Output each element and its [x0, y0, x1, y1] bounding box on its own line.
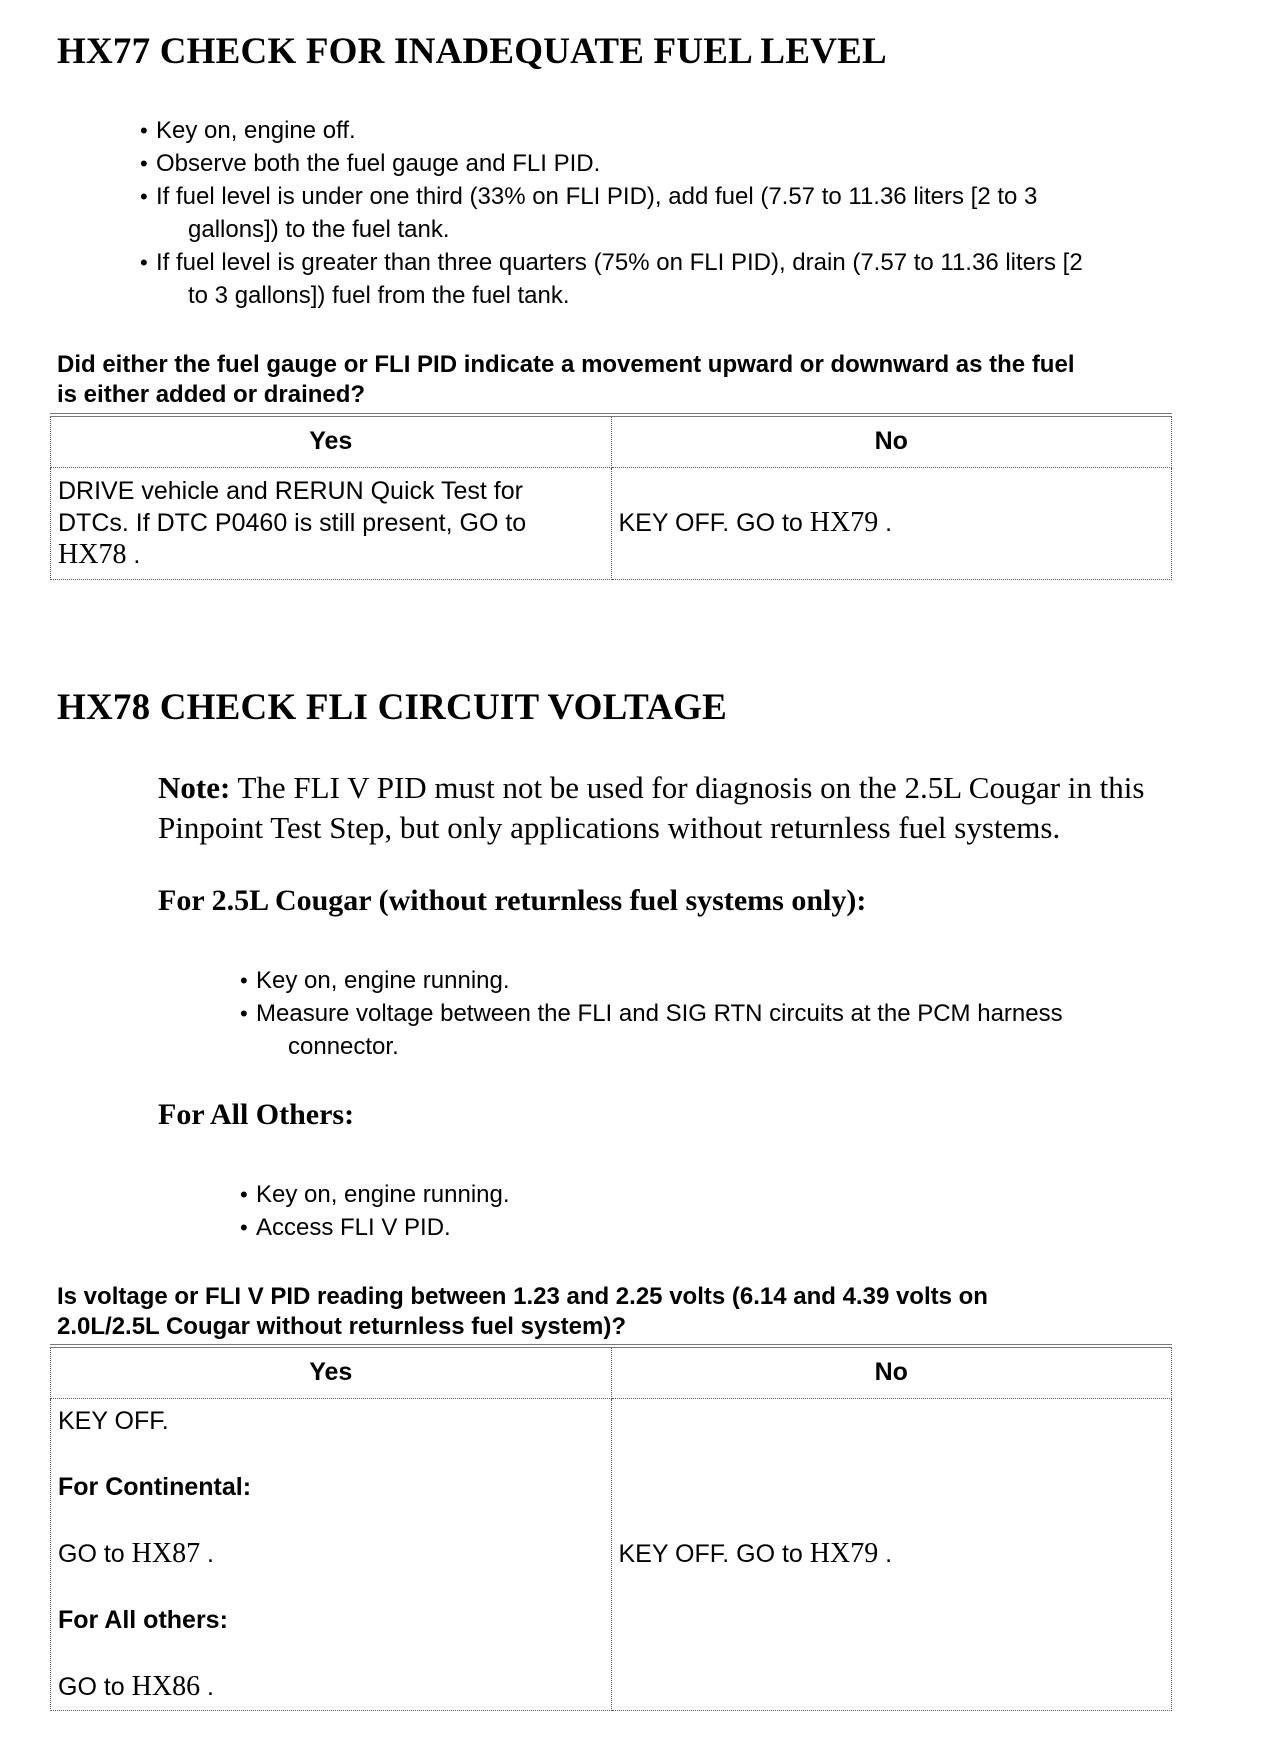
hx77-bullet-3-text: If fuel level is under one third (33% on FLI PID), add fuel (7.57 to 11.36 liters [2 to 3 — [156, 183, 1038, 210]
hx78-yes-link-hx86[interactable]: HX86 — [131, 1670, 201, 1702]
hx77-bullet-4-continuation: to 3 gallons]) fuel from the fuel tank. — [188, 282, 570, 309]
hx77-bullet-4 — [140, 246, 1240, 312]
hx78-cougar-bullet-2 — [240, 997, 1240, 1063]
hx78-yes-go2-text: GO to — [58, 1672, 132, 1701]
hx78-title: HX78 CHECK FLI CIRCUIT VOLTAGE — [57, 687, 728, 728]
hx77-yes-link-hx78[interactable]: HX78 — [58, 539, 127, 570]
hx78-yes-go-others — [58, 1670, 604, 1704]
hx77-decision-table — [50, 413, 1172, 580]
hx77-yes-suffix: . — [126, 541, 141, 569]
hx78-decision-table — [50, 1344, 1172, 1711]
hx78-yes-ref1-suffix: . — [200, 1539, 214, 1568]
hx77-yes-line1: DRIVE vehicle and RERUN Quick Test for — [58, 477, 523, 505]
hx78-cougar-bullet-1 — [240, 964, 1240, 997]
hx77-no-header: No — [611, 415, 1172, 467]
hx77-no-cell — [611, 467, 1172, 579]
hx78-yes-go-continental — [58, 1537, 604, 1571]
hx78-table-header-row — [51, 1346, 1172, 1398]
hx77-bullet-list — [140, 114, 1240, 312]
hx78-others-bullet-2-text: Access FLI V PID. — [256, 1214, 451, 1241]
hx78-no-cell — [611, 1398, 1172, 1710]
hx77-yes-cell — [51, 467, 612, 579]
hx78-others-bullet-2 — [240, 1211, 1240, 1244]
hx77-question — [57, 350, 1237, 410]
hx78-note-line1: The FLI V PID must not be used for diagnosis on the 2.5L Cougar in this — [230, 770, 1145, 805]
hx78-note — [158, 768, 1238, 848]
hx77-bullet-1-text: Key on, engine off. — [156, 117, 356, 144]
hx78-cougar-bullet-list — [240, 964, 1240, 1063]
hx78-no-link-hx79[interactable]: HX79 — [809, 1538, 879, 1569]
hx78-no-text: KEY OFF. GO to — [618, 1540, 810, 1568]
hx78-others-bullet-1 — [240, 1178, 1240, 1211]
hx78-yes-key-off: KEY OFF. — [58, 1406, 169, 1435]
hx77-table-body-row — [51, 467, 1172, 579]
hx78-others-bullet-1-text: Key on, engine running. — [256, 1181, 510, 1208]
hx77-question-line2: is either added or drained? — [57, 381, 366, 408]
hx77-no-link-hx79[interactable]: HX79 — [809, 507, 879, 538]
hx78-note-label: Note: — [158, 770, 231, 805]
hx78-question — [57, 1282, 1237, 1342]
hx77-table-header-row — [51, 415, 1172, 467]
hx77-yes-header: Yes — [51, 415, 612, 467]
hx77-title: HX77 CHECK FOR INADEQUATE FUEL LEVEL — [57, 31, 887, 72]
hx77-bullet-2-text: Observe both the fuel gauge and FLI PID. — [156, 150, 601, 177]
hx78-cougar-bullet-1-text: Key on, engine running. — [256, 967, 510, 994]
hx78-yes-cell — [51, 1398, 612, 1710]
hx78-question-line2: 2.0L/2.5L Cougar without returnless fuel system)? — [57, 1313, 627, 1340]
hx78-yes-continental-label: For Continental: — [58, 1472, 252, 1501]
hx77-no-suffix: . — [878, 509, 893, 537]
hx78-note-line2: Pinpoint Test Step, but only applications without returnless fuel systems. — [158, 810, 1061, 845]
hx77-bullet-3-continuation: gallons]) to the fuel tank. — [188, 216, 450, 243]
hx78-others-bullet-list — [240, 1178, 1240, 1244]
hx77-no-text: KEY OFF. GO to — [618, 509, 810, 537]
hx77-bullet-2 — [140, 147, 1240, 180]
hx78-yes-ref2-suffix: . — [200, 1672, 214, 1701]
hx77-yes-line2: DTCs. If DTC P0460 is still present, GO to — [58, 509, 527, 537]
hx78-cougar-bullet-2-text: Measure voltage between the FLI and SIG RTN circuits at the PCM harness — [256, 1000, 1063, 1027]
hx78-cougar-bullet-2-continuation: connector. — [288, 1033, 399, 1060]
hx78-others-heading: For All Others: — [158, 1098, 355, 1131]
hx78-yes-header: Yes — [51, 1346, 612, 1398]
hx78-no-header: No — [611, 1346, 1172, 1398]
hx78-cougar-heading: For 2.5L Cougar (without returnless fuel systems only): — [158, 884, 867, 917]
hx78-yes-others-label: For All others: — [58, 1605, 228, 1634]
hx77-bullet-3 — [140, 180, 1240, 246]
hx77-bullet-4-text: If fuel level is greater than three quarters (75% on FLI PID), drain (7.57 to 11.36 liters [2 — [156, 249, 1083, 276]
hx78-table-body-row — [51, 1398, 1172, 1710]
hx77-question-line1: Did either the fuel gauge or FLI PID indicate a movement upward or downward as the fuel — [57, 351, 1075, 378]
hx78-yes-go1-text: GO to — [58, 1539, 132, 1568]
hx77-bullet-1 — [140, 114, 1240, 147]
hx78-question-line1: Is voltage or FLI V PID reading between 1.23 and 2.25 volts (6.14 and 4.39 volts on — [57, 1283, 988, 1310]
hx78-no-suffix: . — [878, 1540, 893, 1568]
hx78-yes-link-hx87[interactable]: HX87 — [131, 1537, 201, 1569]
